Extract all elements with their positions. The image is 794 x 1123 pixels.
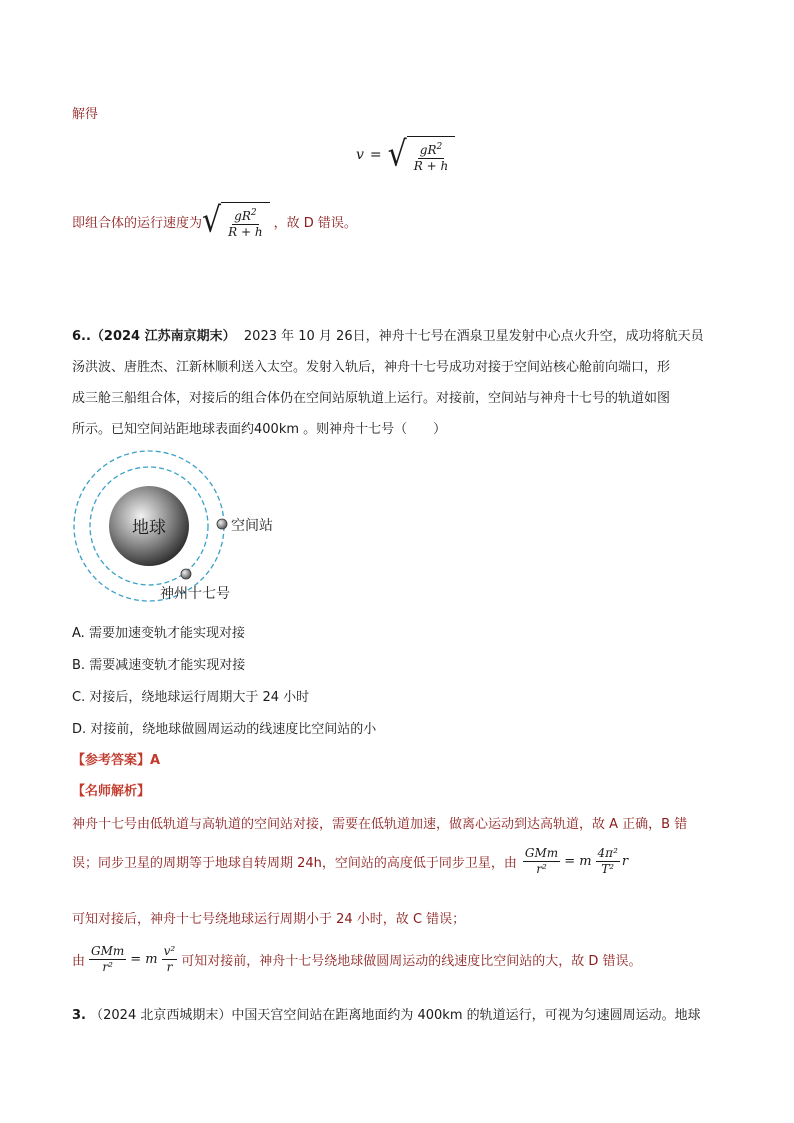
spacecraft (181, 569, 191, 579)
earth-label: 地球 (132, 518, 166, 538)
formula-num-sup: 2 (436, 141, 443, 152)
analysis-p4-prefix: 由 (72, 954, 86, 969)
station-label: 空间站 (231, 518, 273, 534)
analysis-p2 (72, 846, 628, 877)
option-d-text: 对接前，绕地球做圆周运动的线速度比空间站的小 (90, 722, 377, 737)
next-question (72, 1004, 701, 1023)
question-line-4: 所示。已知空间站距地球表面约400km 。则神舟十七号（ ） (72, 422, 447, 437)
space-station (217, 519, 227, 529)
p4-f1-num: GMm (91, 944, 125, 958)
formula-velocity-relation (87, 944, 179, 975)
question-number: 6. (72, 329, 86, 344)
next-question-number: 3. (72, 1008, 86, 1023)
p2-f2-num: 4π² (597, 846, 618, 860)
formula-v: v (356, 147, 364, 163)
option-b-key: B. (72, 658, 86, 673)
formula-den: R + h (413, 158, 449, 173)
question-line-1 (72, 325, 704, 344)
question-line-2: 汤洪波、唐胜杰、江新林顺利送入太空。发射入轨后，神舟十七号成功对接于空间站核心舱前向端口，形 (72, 360, 671, 375)
option-d (72, 718, 376, 737)
analysis-p2-text: 误；同步卫星的周期等于地球自转周期 24h，空间站的高度低于同步卫星，由 (72, 856, 517, 871)
p4-f2-den: r (166, 960, 173, 974)
orbit-diagram (60, 445, 300, 610)
spacecraft-label: 神州十七号 (160, 586, 230, 602)
p2-f2-den: T² (601, 862, 615, 876)
p2-f1-num: GMm (524, 846, 559, 860)
conclusion-suffix: ，故 D 错误。 (273, 215, 357, 231)
formula-num: gR (419, 142, 437, 157)
option-c (72, 686, 309, 705)
formula-eq: = (369, 147, 382, 163)
p2-r: r (621, 854, 629, 869)
analysis-label: 【名师解析】 (72, 784, 151, 799)
option-d-key: D. (72, 722, 87, 737)
option-b-text: 需要减速变轨才能实现对接 (89, 658, 246, 673)
question-source: .（2024 江苏南京期末） (85, 329, 236, 344)
formula-period (521, 846, 628, 877)
analysis-p3: 可知对接后，神舟十七号绕地球运行周期小于 24 小时，故 C 错误； (72, 912, 466, 927)
solve-label: 解得 (72, 107, 99, 122)
conclusion-sqrt: √ $\frac{gR^2}{R + h}$ (202, 202, 270, 240)
conclusion-line (72, 202, 357, 240)
p4-f2-num: v² (163, 944, 176, 958)
p2-f1-den: r² (536, 862, 547, 876)
conclusion-den: R + h (228, 224, 263, 239)
analysis-p4 (72, 944, 642, 975)
option-a-key: A. (72, 626, 85, 641)
p4-eq: = m (130, 952, 158, 967)
conclusion-num: gR (234, 208, 251, 223)
conclusion-prefix: 即组合体的运行速度为 (72, 215, 203, 231)
answer-label: 【参考答案】A (72, 753, 161, 768)
option-a (72, 622, 245, 641)
analysis-p4-suffix: 可知对接前，神舟十七号绕地球做圆周运动的线速度比空间站的大，故 D 错误。 (181, 954, 642, 969)
formula-sqrt: √ $\frac{gR^2}{R + h}$ (388, 136, 456, 174)
analysis-p1: 神舟十七号由低轨道与高轨道的空间站对接，需要在低轨道加速，做离心运动到达高轨道，故 A 正确，B 错 (72, 817, 688, 832)
conclusion-num-sup: 2 (250, 207, 257, 218)
question-line-3: 成三舱三船组合体，对接后的组合体仍在空间站原轨道上运行。对接前，空间站与神舟十七号的轨道如图 (72, 391, 671, 406)
p4-f1-den: r² (102, 960, 113, 974)
question-text-1: 2023 年 10 月 26日，神舟十七号在酒泉卫星发射中心点火升空，成功将航天员 (243, 329, 704, 344)
formula-velocity (356, 136, 455, 174)
option-a-text: 需要加速变轨才能实现对接 (88, 626, 245, 641)
option-b (72, 654, 245, 673)
p2-eq: = m (564, 854, 592, 869)
option-c-key: C. (72, 690, 86, 705)
next-question-text: （2024 北京西城期末）中国天宫空间站在距离地面约为 400km 的轨道运行，可视为匀速圆周运动。地球 (90, 1008, 701, 1023)
option-c-text: 对接后，绕地球运行周期大于 24 小时 (89, 690, 310, 705)
